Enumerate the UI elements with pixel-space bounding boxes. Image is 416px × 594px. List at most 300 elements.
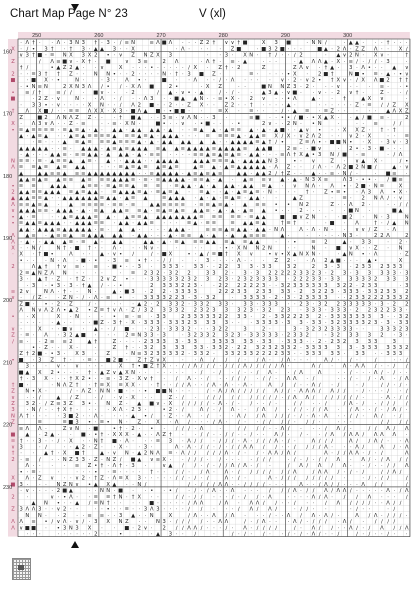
svg-text:▲: ▲: [37, 276, 42, 283]
svg-text:·: ·: [337, 233, 340, 240]
svg-text:∕: ∕: [300, 512, 302, 519]
svg-text:▲: ▲: [56, 152, 61, 159]
svg-text:▲: ▲: [155, 531, 160, 538]
svg-text:2: 2: [349, 214, 353, 221]
svg-text:·: ·: [45, 139, 47, 146]
svg-text:∕: ∕: [57, 438, 60, 445]
svg-text:∕: ∕: [206, 382, 209, 389]
svg-text:∕: ∕: [337, 152, 340, 159]
svg-text:†: †: [19, 376, 23, 383]
svg-text:Λ: Λ: [118, 407, 123, 414]
svg-text:·: ·: [287, 127, 290, 134]
svg-text:■: ■: [174, 108, 180, 115]
svg-text:Χ: Χ: [11, 46, 15, 53]
svg-text:·: ·: [94, 65, 97, 72]
svg-text:2: 2: [386, 307, 390, 314]
svg-text:3: 3: [349, 276, 353, 283]
svg-text:≡: ≡: [99, 201, 105, 208]
svg-text:∕: ∕: [231, 394, 234, 401]
svg-text:▲: ▲: [249, 152, 254, 159]
svg-text:▲: ▲: [50, 432, 55, 439]
svg-text:·: ·: [368, 245, 371, 252]
svg-text:·: ·: [51, 195, 54, 202]
svg-text:≡: ≡: [130, 195, 136, 202]
svg-text:2: 2: [168, 102, 173, 109]
svg-text:3: 3: [349, 233, 353, 240]
svg-text:·: ·: [300, 83, 302, 90]
svg-text:3: 3: [386, 295, 390, 302]
svg-text:3: 3: [336, 276, 340, 283]
svg-text:≡: ≡: [168, 450, 173, 457]
svg-text:▲: ▲: [174, 195, 179, 202]
svg-text:·: ·: [368, 183, 371, 190]
svg-text:∕: ∕: [45, 444, 47, 451]
svg-text:2: 2: [143, 270, 148, 277]
svg-text:Z: Z: [69, 400, 73, 407]
svg-text:▲: ▲: [230, 208, 235, 215]
svg-text:∨: ∨: [355, 158, 359, 165]
svg-text:·: ·: [113, 158, 116, 165]
svg-text:3: 3: [218, 301, 222, 308]
svg-text:▲: ▲: [124, 189, 129, 196]
svg-text:N: N: [355, 208, 359, 215]
svg-text:·: ·: [325, 245, 327, 252]
svg-text:·: ·: [126, 400, 128, 407]
svg-text:N: N: [311, 214, 316, 221]
svg-text:·: ·: [26, 407, 29, 414]
svg-text:3: 3: [318, 282, 322, 289]
svg-text:∕: ∕: [380, 102, 383, 109]
svg-text:∕: ∕: [399, 382, 402, 389]
svg-text:·: ·: [94, 394, 97, 401]
svg-text:2: 2: [131, 407, 135, 414]
svg-text:·: ·: [150, 114, 153, 121]
svg-text:·: ·: [293, 388, 296, 395]
svg-text:Χ: Χ: [125, 369, 129, 376]
svg-text:Χ: Χ: [168, 251, 173, 258]
svg-text:N: N: [62, 270, 67, 277]
svg-text:·: ·: [138, 444, 141, 451]
svg-text:3: 3: [181, 320, 185, 327]
svg-text:2: 2: [293, 270, 297, 277]
svg-text:†: †: [175, 71, 178, 78]
svg-text:Λ: Λ: [311, 133, 316, 140]
svg-text:·: ·: [169, 506, 172, 513]
svg-text:·: ·: [244, 102, 246, 109]
svg-text:†: †: [374, 220, 377, 227]
svg-text:∕: ∕: [194, 494, 197, 501]
svg-text:·: ·: [70, 519, 72, 526]
svg-text:▲: ▲: [243, 164, 248, 171]
svg-text:·: ·: [331, 450, 333, 457]
svg-text:Λ: Λ: [293, 376, 297, 383]
svg-text:∕: ∕: [393, 400, 396, 407]
svg-text:Λ: Λ: [336, 456, 341, 463]
svg-text:·: ·: [368, 127, 371, 134]
svg-text:·: ·: [281, 438, 284, 445]
svg-text:≡: ≡: [130, 332, 136, 339]
svg-text:≡: ≡: [217, 96, 223, 103]
svg-text:∕: ∕: [169, 257, 172, 264]
svg-text:·: ·: [381, 363, 383, 370]
svg-text:3: 3: [212, 313, 216, 320]
svg-text:·: ·: [275, 481, 277, 488]
svg-text:■: ■: [298, 114, 304, 121]
svg-text:3: 3: [268, 301, 272, 308]
svg-text:·: ·: [32, 139, 35, 146]
svg-text:N: N: [137, 332, 142, 339]
svg-text:·: ·: [349, 506, 352, 513]
svg-text:Χ: Χ: [75, 351, 79, 358]
svg-text:·: ·: [374, 450, 377, 457]
svg-text:·: ·: [126, 83, 128, 90]
svg-text:•: •: [150, 488, 154, 495]
svg-text:N: N: [31, 407, 36, 414]
svg-text:▲: ▲: [124, 195, 129, 202]
svg-text:2: 2: [392, 301, 396, 308]
svg-text:3: 3: [38, 506, 42, 513]
svg-text:Χ: Χ: [69, 52, 73, 59]
svg-text:≡: ≡: [43, 177, 49, 184]
svg-text:3: 3: [318, 326, 322, 333]
svg-text:Z: Z: [361, 46, 365, 53]
svg-text:≡: ≡: [292, 145, 297, 152]
svg-text:·: ·: [144, 77, 147, 84]
svg-text:·: ·: [76, 289, 78, 296]
svg-text:•: •: [119, 531, 123, 538]
svg-text:Λ: Λ: [293, 394, 297, 401]
svg-text:Χ: Χ: [373, 52, 378, 59]
svg-text:·: ·: [393, 313, 396, 320]
svg-text:3: 3: [218, 338, 222, 345]
svg-text:·: ·: [45, 363, 47, 370]
svg-text:Χ: Χ: [274, 133, 278, 140]
svg-text:Λ: Λ: [174, 419, 179, 426]
svg-text:≡: ≡: [50, 170, 55, 177]
svg-text:·: ·: [225, 494, 228, 501]
svg-text:·: ·: [144, 407, 147, 414]
svg-text:Λ: Λ: [274, 164, 278, 171]
svg-text:·: ·: [76, 102, 78, 109]
svg-text:▲: ▲: [137, 301, 142, 308]
svg-text:·: ·: [306, 519, 309, 526]
svg-text:▲: ▲: [25, 152, 30, 159]
svg-text:∕: ∕: [256, 506, 259, 513]
svg-text:·: ·: [119, 438, 122, 445]
svg-text:·: ·: [325, 89, 327, 96]
svg-text:·: ·: [349, 77, 352, 84]
svg-text:·: ·: [126, 46, 128, 53]
svg-text:·: ·: [349, 456, 352, 463]
svg-text:≡: ≡: [93, 264, 98, 271]
svg-text:2: 2: [255, 351, 260, 358]
svg-text:∕: ∕: [269, 376, 271, 383]
svg-text:Λ: Λ: [268, 506, 272, 513]
svg-text:■: ■: [348, 164, 354, 171]
svg-text:∕: ∕: [175, 494, 178, 501]
svg-text:▲: ▲: [168, 463, 173, 470]
svg-text:·: ·: [256, 376, 259, 383]
svg-text:·: ·: [57, 531, 60, 538]
svg-text:·: ·: [244, 332, 246, 339]
svg-text:·: ·: [182, 65, 184, 72]
svg-text:2: 2: [405, 313, 409, 320]
svg-text:·: ·: [63, 102, 66, 109]
svg-text:∕: ∕: [244, 481, 246, 488]
svg-text:∕: ∕: [250, 388, 253, 395]
svg-text:Λ: Λ: [268, 369, 272, 376]
svg-text:·: ·: [157, 114, 159, 121]
svg-text:▲: ▲: [137, 450, 142, 457]
svg-text:·: ·: [374, 376, 377, 383]
svg-text:·: ·: [169, 456, 172, 463]
svg-text:·: ·: [188, 388, 190, 395]
svg-text:≡: ≡: [37, 220, 42, 227]
svg-text:▲: ▲: [336, 52, 341, 59]
svg-text:·: ·: [213, 463, 215, 470]
svg-text:·: ·: [157, 332, 159, 339]
svg-text:·: ·: [368, 208, 371, 215]
svg-text:■: ■: [335, 245, 341, 252]
svg-text:Λ: Λ: [404, 450, 409, 457]
svg-text:∕: ∕: [256, 481, 259, 488]
svg-text:Λ: Λ: [311, 525, 316, 532]
svg-text:▲: ▲: [106, 152, 111, 159]
svg-text:·: ·: [318, 108, 321, 115]
svg-text:▲: ▲: [87, 226, 92, 233]
svg-text:·: ·: [349, 463, 352, 470]
svg-text:·: ·: [219, 376, 221, 383]
svg-text:Λ: Λ: [342, 463, 347, 470]
svg-text:·: ·: [300, 326, 302, 333]
svg-text:·: ·: [287, 456, 290, 463]
svg-text:·: ·: [331, 226, 333, 233]
svg-text:2: 2: [262, 351, 266, 358]
svg-text:·: ·: [45, 425, 47, 432]
svg-text:·: ·: [113, 376, 116, 383]
svg-text:·: ·: [51, 102, 54, 109]
svg-text:≡: ≡: [155, 208, 161, 215]
svg-text:·: ·: [157, 102, 159, 109]
svg-text:2: 2: [44, 338, 48, 345]
svg-text:▲: ▲: [99, 46, 104, 53]
svg-text:Χ: Χ: [37, 388, 42, 395]
svg-text:·: ·: [281, 394, 284, 401]
svg-text:▲: ▲: [68, 488, 73, 495]
svg-text:∨: ∨: [75, 481, 79, 488]
svg-text:·: ·: [182, 133, 184, 140]
svg-text:≡: ≡: [261, 233, 266, 240]
svg-text:3: 3: [181, 326, 185, 333]
svg-text:·: ·: [387, 313, 389, 320]
svg-text:Λ: Λ: [112, 475, 117, 482]
svg-text:Λ: Λ: [224, 382, 229, 389]
svg-text:·: ·: [157, 475, 159, 482]
svg-text:·: ·: [107, 201, 110, 208]
svg-text:▲: ▲: [112, 481, 117, 488]
svg-text:•: •: [137, 363, 141, 370]
svg-text:▲: ▲: [205, 177, 210, 184]
svg-text:·: ·: [262, 512, 265, 519]
svg-text:·: ·: [150, 382, 153, 389]
svg-text:·: ·: [200, 83, 203, 90]
svg-text:∕: ∕: [188, 425, 190, 432]
svg-text:·: ·: [225, 233, 228, 240]
svg-text:·: ·: [150, 264, 153, 271]
svg-text:Z: Z: [11, 506, 15, 513]
svg-text:3: 3: [81, 456, 85, 463]
svg-text:·: ·: [318, 425, 321, 432]
svg-text:∕: ∕: [287, 469, 290, 476]
svg-text:·: ·: [194, 183, 197, 190]
svg-text:·: ·: [349, 481, 352, 488]
svg-text:≡: ≡: [137, 189, 142, 196]
svg-text:Χ: Χ: [106, 481, 110, 488]
svg-text:·: ·: [343, 413, 346, 420]
svg-text:3: 3: [249, 332, 253, 339]
svg-text:·: ·: [169, 96, 172, 103]
svg-text:·: ·: [231, 450, 234, 457]
svg-text:3: 3: [324, 264, 328, 271]
svg-text:·: ·: [250, 519, 253, 526]
svg-text:≡: ≡: [81, 239, 86, 246]
svg-text:·: ·: [349, 183, 352, 190]
svg-text:≡: ≡: [99, 382, 105, 389]
svg-text:▲: ▲: [99, 170, 104, 177]
svg-text:3: 3: [137, 475, 141, 482]
svg-text:Z: Z: [11, 400, 15, 407]
svg-text:3: 3: [274, 40, 278, 47]
svg-text:·: ·: [343, 102, 346, 109]
svg-text:·: ·: [318, 512, 321, 519]
svg-text:▲: ▲: [230, 233, 235, 240]
svg-text:·: ·: [293, 127, 296, 134]
svg-text:∕: ∕: [293, 525, 296, 532]
svg-text:≡: ≡: [106, 139, 111, 146]
svg-text:†: †: [281, 170, 284, 177]
svg-text:·: ·: [206, 52, 209, 59]
svg-text:·: ·: [20, 450, 22, 457]
svg-text:≡: ≡: [255, 220, 260, 227]
svg-text:·: ·: [306, 220, 309, 227]
svg-text:·: ·: [101, 127, 103, 134]
svg-text:·: ·: [63, 351, 66, 358]
svg-text:3: 3: [143, 295, 148, 302]
svg-text:≡: ≡: [168, 114, 173, 121]
svg-text:≡: ≡: [31, 233, 36, 240]
svg-text:▲: ▲: [137, 127, 142, 134]
svg-text:2: 2: [94, 52, 98, 59]
svg-text:·: ·: [318, 183, 321, 190]
svg-text:·: ·: [138, 71, 141, 78]
svg-text:▲: ▲: [118, 152, 123, 159]
svg-text:≡: ≡: [50, 127, 55, 134]
svg-text:·: ·: [119, 301, 122, 308]
svg-text:†: †: [150, 376, 154, 383]
svg-text:·: ·: [306, 531, 309, 538]
svg-text:·: ·: [206, 114, 209, 121]
svg-text:∕: ∕: [362, 432, 365, 439]
svg-text:·: ·: [219, 71, 221, 78]
svg-text:·: ·: [269, 425, 271, 432]
svg-text:Λ: Λ: [268, 382, 272, 389]
svg-text:3: 3: [206, 276, 210, 283]
svg-text:▲: ▲: [137, 432, 142, 439]
svg-text:≡: ≡: [93, 208, 98, 215]
svg-text:·: ·: [163, 127, 165, 134]
svg-text:·: ·: [287, 432, 290, 439]
svg-text:≡: ≡: [155, 183, 161, 190]
svg-text:Z: Z: [149, 363, 154, 370]
svg-text:≡: ≡: [93, 183, 98, 190]
svg-text:·: ·: [331, 96, 333, 103]
svg-text:■: ■: [37, 52, 43, 59]
svg-text:·: ·: [225, 376, 228, 383]
svg-text:▲: ▲: [180, 183, 185, 190]
svg-text:·: ·: [281, 320, 284, 327]
svg-text:·: ·: [237, 83, 240, 90]
column-label: 250: [32, 33, 42, 39]
svg-text:∨: ∨: [106, 276, 111, 283]
svg-text:≡: ≡: [68, 239, 74, 246]
svg-text:•: •: [405, 158, 409, 165]
svg-text:·: ·: [45, 295, 47, 302]
svg-text:Χ: Χ: [118, 444, 123, 451]
svg-text:≡: ≡: [31, 195, 36, 202]
svg-text:3: 3: [262, 282, 266, 289]
svg-text:Λ: Λ: [355, 407, 359, 414]
svg-text:·: ·: [219, 382, 221, 389]
svg-text:∕: ∕: [256, 438, 259, 445]
svg-text:2: 2: [181, 276, 185, 283]
svg-text:·: ·: [200, 376, 203, 383]
svg-text:•: •: [187, 89, 191, 96]
svg-text:■: ■: [329, 220, 335, 227]
svg-text:≡: ≡: [236, 127, 241, 134]
svg-text:2: 2: [380, 264, 384, 271]
svg-text:3: 3: [118, 512, 123, 519]
svg-text:2: 2: [150, 345, 154, 351]
svg-text:·: ·: [94, 357, 97, 364]
svg-text:▲: ▲: [180, 195, 185, 202]
svg-text:·: ·: [51, 77, 54, 84]
svg-text:N: N: [330, 152, 335, 159]
svg-text:·: ·: [144, 152, 147, 159]
svg-text:·: ·: [38, 345, 41, 351]
svg-text:·: ·: [356, 345, 358, 351]
svg-text:·: ·: [113, 444, 116, 451]
svg-text:Λ: Λ: [274, 388, 278, 395]
svg-text:·: ·: [312, 208, 315, 215]
svg-text:·: ·: [393, 71, 396, 78]
svg-text:▲: ▲: [93, 239, 98, 246]
svg-text:∕: ∕: [237, 475, 240, 482]
svg-text:≡: ≡: [93, 494, 98, 501]
svg-text:▲: ▲: [118, 170, 123, 177]
svg-text:·: ·: [138, 226, 141, 233]
svg-text:Λ: Λ: [199, 357, 204, 364]
svg-text:†: †: [44, 264, 48, 271]
svg-text:3: 3: [237, 289, 241, 296]
svg-text:·: ·: [206, 65, 209, 72]
svg-text:·: ·: [381, 71, 383, 78]
svg-text:·: ·: [45, 52, 47, 59]
svg-text:·: ·: [225, 444, 228, 451]
svg-text:≡: ≡: [106, 177, 111, 184]
svg-text:·: ·: [312, 506, 315, 513]
svg-text:·: ·: [88, 276, 91, 283]
svg-text:Λ: Λ: [311, 494, 316, 501]
